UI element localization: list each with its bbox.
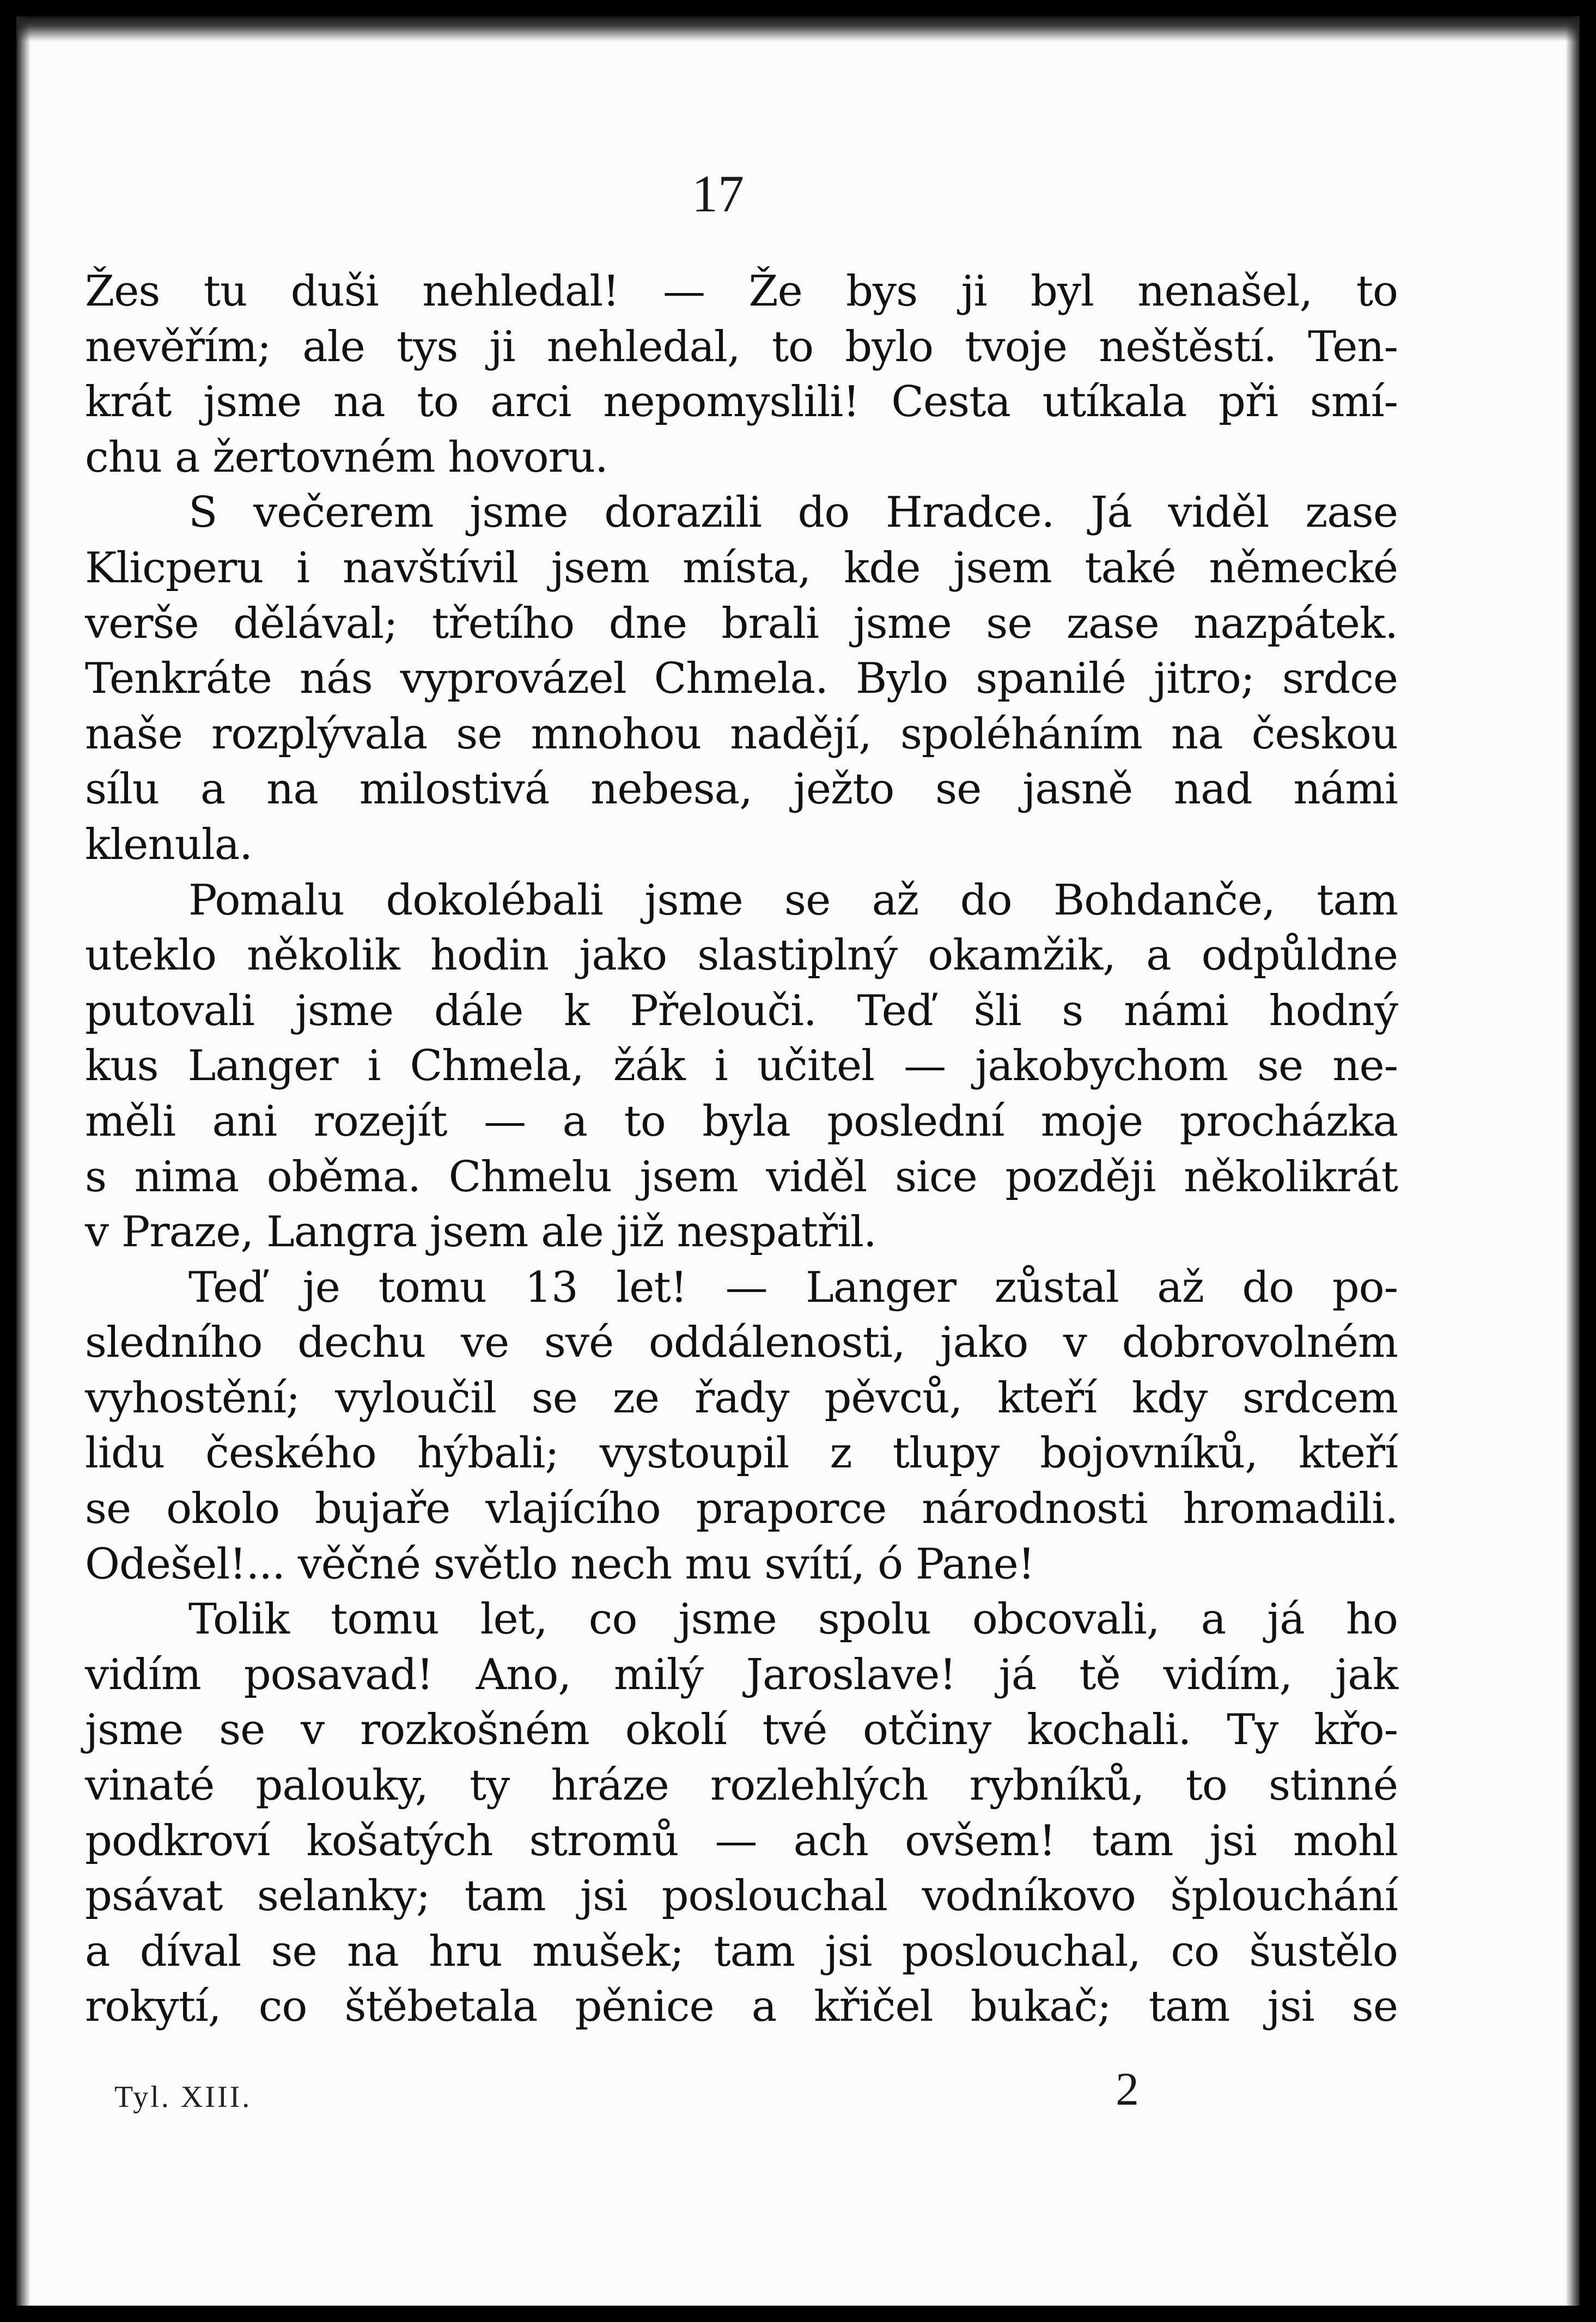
text-line: sílu a na milostivá nebesa, ježto se jasně nad námi <box>85 765 1398 814</box>
scan-right-edge <box>1565 16 1580 2306</box>
text-line: Klicperu i navštívil jsem místa, kde jsem také německé <box>85 543 1398 593</box>
text-line: vyhostění; vyloučil se ze řady pěvců, kteří kdy srdcem <box>85 1373 1398 1423</box>
text-line: lidu českého hýbali; vystoupil z tlupy bojovníků, kteří <box>85 1429 1398 1478</box>
text-line: naše rozplývala se mnohou nadějí, spoléháním na českou <box>85 709 1398 759</box>
text-line: chu a žertovném hovoru. <box>85 432 608 482</box>
scan-top-edge <box>16 16 1580 41</box>
text-line: kus Langer i Chmela, žák i učitel — jakobychom se ne- <box>85 1041 1398 1091</box>
text-line: putovali jsme dále k Přelouči. Teď šli s námi hodný <box>85 986 1398 1035</box>
scan-left-edge <box>16 16 31 2306</box>
text-line: měli ani rozejít — a to byla poslední moje procházka <box>85 1096 1398 1146</box>
text-line: se okolo bujaře vlajícího praporce národnosti hromadili. <box>85 1484 1398 1534</box>
text-line: uteklo několik hodin jako slastiplný okamžik, a odpůldne <box>85 931 1398 980</box>
book-page <box>16 16 1580 2306</box>
text-line: v Praze, Langra jsem ale již nespatřil. <box>85 1208 876 1257</box>
text-line: s nima oběma. Chmelu jsem viděl sice později několikrát <box>85 1152 1398 1202</box>
page-number: 17 <box>692 164 744 223</box>
text-line: Teď je tomu 13 let! — Langer zůstal až do po- <box>188 1263 1398 1312</box>
signature-number: 2 <box>1116 2063 1139 2115</box>
text-line: Žes tu duši nehledal! — Že bys ji byl nenašel, to <box>85 267 1398 316</box>
printer-signature: Tyl. XIII. <box>114 2080 252 2114</box>
text-line: vidím posavad! Ano, milý Jaroslave! já tě vidím, jak <box>85 1650 1398 1699</box>
text-line: krát jsme na to arci nepomyslili! Cesta utíkala při smí- <box>85 377 1398 427</box>
text-line: nevěřím; ale tys ji nehledal, to bylo tvoje neštěstí. Ten- <box>85 322 1398 371</box>
text-line: S večerem jsme dorazili do Hradce. Já viděl zase <box>188 488 1398 538</box>
text-line: verše dělával; třetího dne brali jsme se zase nazpátek. <box>85 599 1398 648</box>
text-line: Odešel!... věčné světlo nech mu svítí, ó Pane! <box>85 1539 1035 1589</box>
text-line: Tolik tomu let, co jsme spolu obcovali, a já ho <box>188 1595 1398 1644</box>
body-text <box>85 264 1398 2035</box>
text-line: jsme se v rozkošném okolí tvé otčiny kochali. Ty křo- <box>85 1705 1398 1755</box>
text-line: Pomalu dokolébali jsme se až do Bohdanče, tam <box>188 875 1398 925</box>
text-line: sledního dechu ve své oddálenosti, jako v dobrovolném <box>85 1318 1398 1368</box>
text-line: vinaté palouky, ty hráze rozlehlých rybníků, to stinné <box>85 1761 1398 1811</box>
text-line: rokytí, co štěbetala pěnice a křičel bukač; tam jsi se <box>85 1982 1398 2032</box>
text-line: psávat selanky; tam jsi poslouchal vodníkovo šplouchání <box>85 1872 1398 1921</box>
text-line: Tenkráte nás vyprovázel Chmela. Bylo spanilé jitro; srdce <box>85 654 1398 704</box>
text-line: klenula. <box>85 820 253 869</box>
text-line: a díval se na hru mušek; tam jsi poslouchal, co šustělo <box>85 1927 1398 1976</box>
text-line: podkroví košatých stromů — ach ovšem! tam jsi mohl <box>85 1816 1398 1866</box>
